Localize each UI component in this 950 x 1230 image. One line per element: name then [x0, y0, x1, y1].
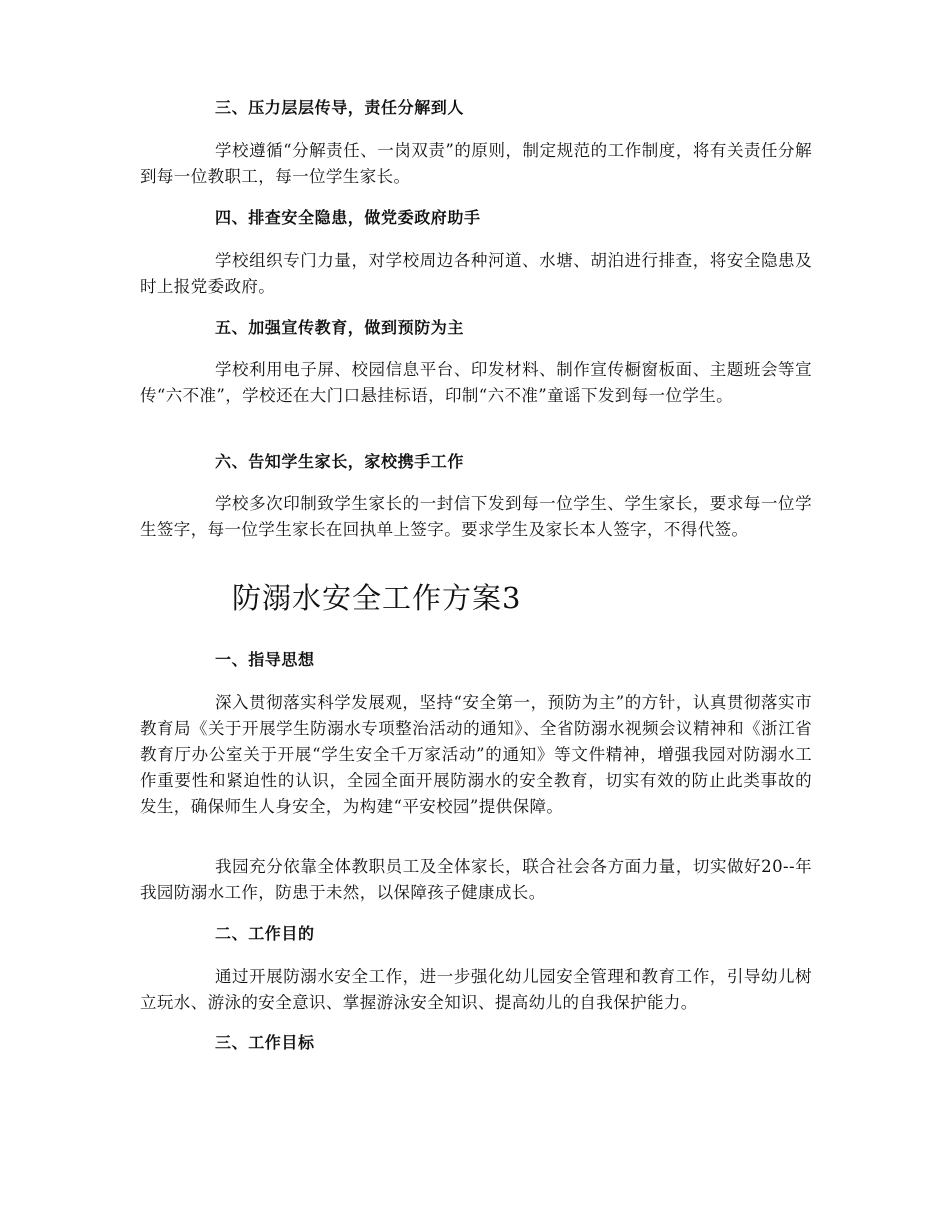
section-paragraph: 学校组织专门力量，对学校周边各种河道、水塘、胡泊进行排查，将安全隐患及时上报党委政府。	[140, 251, 812, 296]
section-paragraph: 我园充分依靠全体教职员工及全体家长，联合社会各方面力量，切实做好20--年我园防溺水工作，防患于未然，以保障孩子健康成长。	[140, 857, 812, 902]
section-paragraph: 学校利用电子屏、校园信息平台、印发材料、制作宣传橱窗板面、主题班会等宣传“六不准”，学校还在大门口悬挂标语，印制“六不准”童谣下发到每一位学生。	[140, 360, 812, 405]
document-title: 防溺水安全工作方案3	[232, 581, 522, 615]
section-heading-2: 二、工作目的	[215, 924, 315, 943]
section-heading-5: 五、加强宣传教育，做到预防为主	[215, 318, 465, 337]
section-heading-3b: 三、工作目标	[215, 1033, 315, 1052]
section-paragraph: 通过开展防溺水安全工作，进一步强化幼儿园安全管理和教育工作，引导幼儿树立玩水、游泳的安全意识、掌握游泳安全知识、提高幼儿的自我保护能力。	[140, 967, 812, 1012]
section-paragraph: 学校遵循“分解责任、一岗双责”的原则，制定规范的工作制度，将有关责任分解到每一位教职工，每一位学生家长。	[140, 141, 812, 186]
section-paragraph: 学校多次印制致学生家长的一封信下发到每一位学生、学生家长，要求每一位学生签字，每一位学生家长在回执单上签字。要求学生及家长本人签字，不得代签。	[140, 494, 812, 539]
section-heading-6: 六、告知学生家长，家校携手工作	[215, 452, 465, 471]
section-heading-1: 一、指导思想	[215, 650, 315, 669]
section-heading-4: 四、排查安全隐患，做党委政府助手	[215, 208, 481, 227]
section-heading-3: 三、压力层层传导，责任分解到人	[215, 98, 465, 117]
section-paragraph: 深入贯彻落实科学发展观，坚持“安全第一，预防为主”的方针，认真贯彻落实市教育局《关于开展学生防溺水专项整治活动的通知》、全省防溺水视频会议精神和《浙江省教育厅办公室关于开展“学生安全千万家活动”的通知》等文件精神，增强我园对防溺水工作重要性和紧迫性的认识，全园全面开展防溺水的安全教育，切实有效的防止此类事故的发生，确保师生人身安全，为构建“平安校园”提供保障。	[140, 693, 812, 816]
